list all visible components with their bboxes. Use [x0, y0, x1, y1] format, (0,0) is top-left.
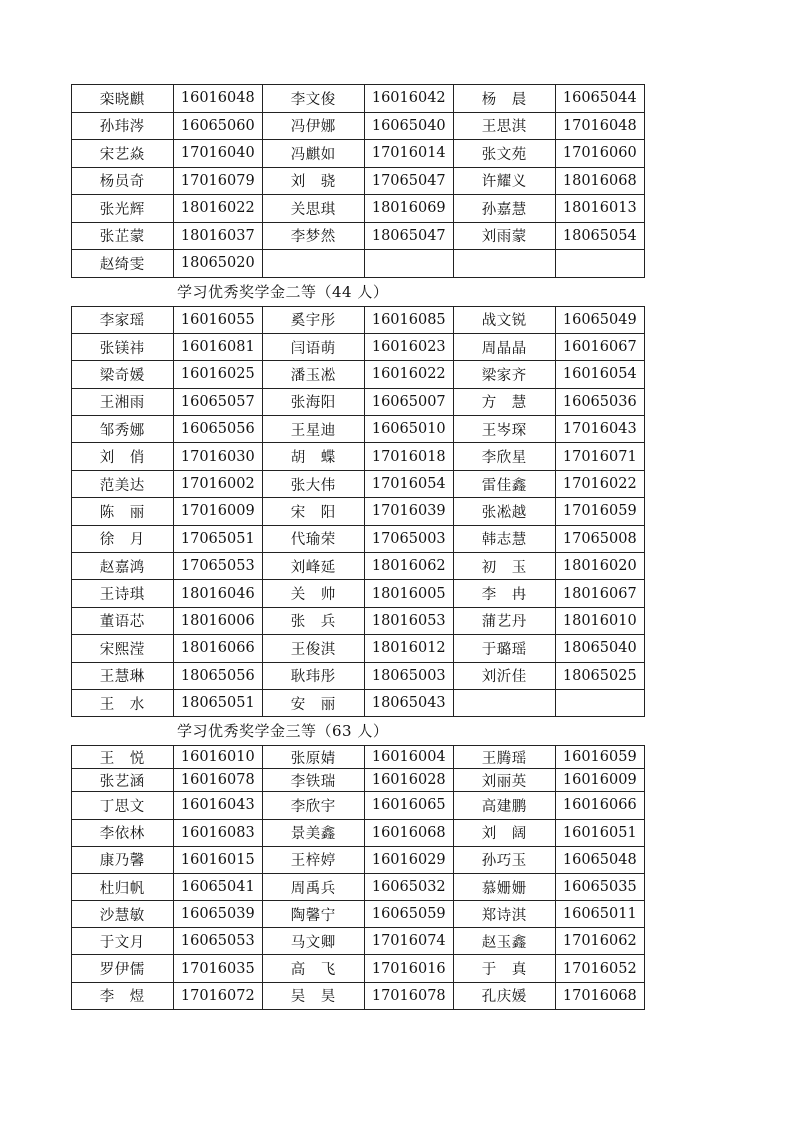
section-heading-second-prize: 学习优秀奖学金二等（44 人）: [177, 282, 389, 301]
student-id-cell: 16016043: [173, 792, 262, 819]
student-id-cell: 16016048: [173, 85, 262, 113]
table-row: [72, 635, 645, 662]
student-name-cell: 刘沂佳: [453, 662, 555, 689]
student-id-cell: 17016059: [555, 498, 644, 525]
student-id-cell: 18016066: [173, 635, 262, 662]
student-id-cell: 18016068: [555, 167, 644, 195]
student-name-cell: 宋 阳: [262, 498, 364, 525]
student-id-cell: 16065057: [173, 388, 262, 415]
table-row: [72, 819, 645, 846]
student-id-cell: 16065032: [364, 873, 453, 900]
table-row: [72, 689, 645, 716]
table-row: [72, 746, 645, 769]
student-id-cell: 16016004: [364, 746, 453, 769]
student-id-cell: 16065048: [555, 846, 644, 873]
student-id-cell: 16065049: [555, 306, 644, 333]
student-name-cell: [453, 250, 555, 278]
student-name-cell: 邹秀娜: [72, 416, 174, 443]
student-id-cell: 18065020: [173, 250, 262, 278]
student-id-cell: 17016074: [364, 928, 453, 955]
student-id-cell: 17016002: [173, 470, 262, 497]
table-row: [72, 553, 645, 580]
table-row: [72, 140, 645, 168]
student-name-cell: 李依林: [72, 819, 174, 846]
student-name-cell: 梁奇媛: [72, 361, 174, 388]
student-id-cell: 16016068: [364, 819, 453, 846]
student-name-cell: 高建鹏: [453, 792, 555, 819]
student-name-cell: 丁思文: [72, 792, 174, 819]
student-name-cell: 李 冉: [453, 580, 555, 607]
student-name-cell: 王 悦: [72, 746, 174, 769]
student-name-cell: 刘 骁: [262, 167, 364, 195]
student-id-cell: 17065051: [173, 525, 262, 552]
student-name-cell: 李梦然: [262, 222, 364, 250]
student-name-cell: 刘峰延: [262, 553, 364, 580]
table-row: [72, 955, 645, 982]
student-id-cell: 18065054: [555, 222, 644, 250]
student-id-cell: 16065011: [555, 901, 644, 928]
student-name-cell: 杨 晨: [453, 85, 555, 113]
table-row: [72, 333, 645, 360]
student-id-cell: 16065040: [364, 112, 453, 140]
table-row: [72, 361, 645, 388]
student-name-cell: 李文俊: [262, 85, 364, 113]
student-id-cell: 17016009: [173, 498, 262, 525]
student-name-cell: 李欣宇: [262, 792, 364, 819]
student-id-cell: 18016037: [173, 222, 262, 250]
table-row: [72, 498, 645, 525]
student-id-cell: 18065003: [364, 662, 453, 689]
student-name-cell: 宋熙滢: [72, 635, 174, 662]
student-name-cell: 景美鑫: [262, 819, 364, 846]
student-name-cell: 刘 俏: [72, 443, 174, 470]
student-name-cell: 方 慧: [453, 388, 555, 415]
student-id-cell: 16065041: [173, 873, 262, 900]
student-id-cell: 16016022: [364, 361, 453, 388]
student-name-cell: 赵嘉鸿: [72, 553, 174, 580]
student-name-cell: 于文月: [72, 928, 174, 955]
student-id-cell: 18065056: [173, 662, 262, 689]
student-name-cell: 张光辉: [72, 195, 174, 223]
table-row: [72, 470, 645, 497]
student-id-cell: 18065040: [555, 635, 644, 662]
table-row: [72, 901, 645, 928]
roster-table-continued: [71, 84, 645, 278]
table-row: [72, 443, 645, 470]
student-name-cell: 张艺涵: [72, 769, 174, 792]
student-id-cell: 16016028: [364, 769, 453, 792]
student-name-cell: 王腾瑶: [453, 746, 555, 769]
student-id-cell: 17065003: [364, 525, 453, 552]
student-name-cell: 雷佳鑫: [453, 470, 555, 497]
student-name-cell: 张 兵: [262, 607, 364, 634]
student-id-cell: 17016040: [173, 140, 262, 168]
table-row: [72, 792, 645, 819]
student-name-cell: 王诗琪: [72, 580, 174, 607]
table-row: [72, 85, 645, 113]
student-id-cell: 17016072: [173, 982, 262, 1009]
student-id-cell: 17016043: [555, 416, 644, 443]
student-id-cell: 16016066: [555, 792, 644, 819]
student-id-cell: 17016035: [173, 955, 262, 982]
student-name-cell: 王慧琳: [72, 662, 174, 689]
student-id-cell: 17065047: [364, 167, 453, 195]
student-id-cell: 16065010: [364, 416, 453, 443]
student-name-cell: 安 丽: [262, 689, 364, 716]
student-name-cell: 王梓婷: [262, 846, 364, 873]
student-id-cell: 16065039: [173, 901, 262, 928]
student-name-cell: 张海阳: [262, 388, 364, 415]
student-id-cell: 18016022: [173, 195, 262, 223]
student-name-cell: 董语芯: [72, 607, 174, 634]
student-id-cell: 16016051: [555, 819, 644, 846]
student-id-cell: 17016048: [555, 112, 644, 140]
student-id-cell: 18016046: [173, 580, 262, 607]
student-id-cell: 16065059: [364, 901, 453, 928]
student-id-cell: 16065036: [555, 388, 644, 415]
student-name-cell: [262, 250, 364, 278]
student-name-cell: 李欣星: [453, 443, 555, 470]
student-id-cell: 16065044: [555, 85, 644, 113]
student-id-cell: 17016014: [364, 140, 453, 168]
student-name-cell: 周禹兵: [262, 873, 364, 900]
student-name-cell: 梁家齐: [453, 361, 555, 388]
student-id-cell: 16065056: [173, 416, 262, 443]
student-name-cell: 韩志慧: [453, 525, 555, 552]
student-id-cell: 17016071: [555, 443, 644, 470]
student-name-cell: 王思淇: [453, 112, 555, 140]
student-name-cell: 周晶晶: [453, 333, 555, 360]
student-name-cell: 代瑜荣: [262, 525, 364, 552]
student-name-cell: 张文苑: [453, 140, 555, 168]
student-id-cell: 17016078: [364, 982, 453, 1009]
student-name-cell: 赵绮雯: [72, 250, 174, 278]
student-id-cell: 18065025: [555, 662, 644, 689]
student-name-cell: 慕姗姗: [453, 873, 555, 900]
student-id-cell: 17016022: [555, 470, 644, 497]
table-row: [72, 607, 645, 634]
table-row: [72, 167, 645, 195]
student-name-cell: 张镁祎: [72, 333, 174, 360]
table-row: [72, 250, 645, 278]
student-name-cell: 陈 丽: [72, 498, 174, 525]
table-row: [72, 112, 645, 140]
student-name-cell: 冯伊娜: [262, 112, 364, 140]
student-name-cell: 张凇越: [453, 498, 555, 525]
table-row: [72, 222, 645, 250]
section-heading-third-prize: 学习优秀奖学金三等（63 人）: [177, 722, 389, 741]
student-name-cell: 张原婧: [262, 746, 364, 769]
student-id-cell: 18016005: [364, 580, 453, 607]
table-row: [72, 580, 645, 607]
student-name-cell: 徐 月: [72, 525, 174, 552]
table-row: [72, 416, 645, 443]
student-id-cell: 18016012: [364, 635, 453, 662]
student-name-cell: 王湘雨: [72, 388, 174, 415]
student-name-cell: 王俊淇: [262, 635, 364, 662]
student-id-cell: 17016016: [364, 955, 453, 982]
student-name-cell: 栾晓麒: [72, 85, 174, 113]
student-name-cell: 孙玮涔: [72, 112, 174, 140]
student-id-cell: 17016052: [555, 955, 644, 982]
student-name-cell: 冯麒如: [262, 140, 364, 168]
student-name-cell: 郑诗淇: [453, 901, 555, 928]
student-id-cell: 17016030: [173, 443, 262, 470]
table-row: [72, 306, 645, 333]
roster-table-third-prize: [71, 745, 645, 1010]
student-name-cell: 康乃馨: [72, 846, 174, 873]
table-row: [72, 982, 645, 1009]
student-name-cell: 许耀义: [453, 167, 555, 195]
student-id-cell: [555, 689, 644, 716]
table-row: [72, 195, 645, 223]
student-id-cell: 17016039: [364, 498, 453, 525]
student-id-cell: 16016055: [173, 306, 262, 333]
student-id-cell: 16016067: [555, 333, 644, 360]
table-row: [72, 769, 645, 792]
student-name-cell: 宋艺焱: [72, 140, 174, 168]
student-name-cell: 杨员奇: [72, 167, 174, 195]
student-id-cell: 16016023: [364, 333, 453, 360]
student-name-cell: 耿玮彤: [262, 662, 364, 689]
student-name-cell: [453, 689, 555, 716]
student-name-cell: 奚宇彤: [262, 306, 364, 333]
student-name-cell: 关思琪: [262, 195, 364, 223]
student-name-cell: 高 飞: [262, 955, 364, 982]
student-name-cell: 范美达: [72, 470, 174, 497]
student-id-cell: 16016054: [555, 361, 644, 388]
student-name-cell: 闫语萌: [262, 333, 364, 360]
student-id-cell: 17016079: [173, 167, 262, 195]
student-id-cell: 16065053: [173, 928, 262, 955]
student-id-cell: 17065008: [555, 525, 644, 552]
table-row: [72, 525, 645, 552]
student-id-cell: 18016067: [555, 580, 644, 607]
student-id-cell: 18065043: [364, 689, 453, 716]
student-name-cell: 吴 昊: [262, 982, 364, 1009]
student-name-cell: 关 帅: [262, 580, 364, 607]
student-id-cell: 16065035: [555, 873, 644, 900]
student-name-cell: 李铁瑞: [262, 769, 364, 792]
student-id-cell: 17016068: [555, 982, 644, 1009]
student-id-cell: 16016083: [173, 819, 262, 846]
roster-table-second-prize: [71, 306, 645, 718]
student-id-cell: 17016060: [555, 140, 644, 168]
student-id-cell: [555, 250, 644, 278]
student-name-cell: 李家瑶: [72, 306, 174, 333]
table-row: [72, 662, 645, 689]
student-name-cell: 沙慧敏: [72, 901, 174, 928]
student-name-cell: 于璐瑶: [453, 635, 555, 662]
student-id-cell: 18065047: [364, 222, 453, 250]
student-name-cell: 孙嘉慧: [453, 195, 555, 223]
student-name-cell: 刘雨蒙: [453, 222, 555, 250]
student-name-cell: 于 真: [453, 955, 555, 982]
student-id-cell: 16065060: [173, 112, 262, 140]
student-id-cell: 16065007: [364, 388, 453, 415]
student-name-cell: 潘玉凇: [262, 361, 364, 388]
student-id-cell: 16016085: [364, 306, 453, 333]
student-name-cell: 王星迪: [262, 416, 364, 443]
student-id-cell: 17016062: [555, 928, 644, 955]
student-name-cell: 孔庆媛: [453, 982, 555, 1009]
student-id-cell: 16016059: [555, 746, 644, 769]
student-id-cell: 16016081: [173, 333, 262, 360]
student-name-cell: 张芷蒙: [72, 222, 174, 250]
student-name-cell: 胡 蝶: [262, 443, 364, 470]
student-name-cell: 陶馨宁: [262, 901, 364, 928]
student-name-cell: 刘丽英: [453, 769, 555, 792]
student-id-cell: 18016053: [364, 607, 453, 634]
student-name-cell: 王 水: [72, 689, 174, 716]
student-id-cell: 16016029: [364, 846, 453, 873]
table-row: [72, 873, 645, 900]
student-name-cell: 李 煜: [72, 982, 174, 1009]
student-id-cell: 16016015: [173, 846, 262, 873]
student-id-cell: 16016010: [173, 746, 262, 769]
student-name-cell: 马文卿: [262, 928, 364, 955]
student-id-cell: 16016025: [173, 361, 262, 388]
student-id-cell: 18016006: [173, 607, 262, 634]
student-id-cell: 16016042: [364, 85, 453, 113]
student-id-cell: 18016069: [364, 195, 453, 223]
student-name-cell: 蒲艺丹: [453, 607, 555, 634]
scholarship-page: [71, 84, 645, 1010]
student-id-cell: [364, 250, 453, 278]
student-name-cell: 赵玉鑫: [453, 928, 555, 955]
student-id-cell: 16016009: [555, 769, 644, 792]
table-row: [72, 388, 645, 415]
table-row: [72, 928, 645, 955]
student-id-cell: 17016018: [364, 443, 453, 470]
student-id-cell: 16016065: [364, 792, 453, 819]
student-name-cell: 战文锐: [453, 306, 555, 333]
student-id-cell: 18016062: [364, 553, 453, 580]
student-name-cell: 刘 阔: [453, 819, 555, 846]
student-id-cell: 18016020: [555, 553, 644, 580]
student-id-cell: 17016054: [364, 470, 453, 497]
student-name-cell: 孙巧玉: [453, 846, 555, 873]
student-name-cell: 王岑琛: [453, 416, 555, 443]
student-name-cell: 罗伊儒: [72, 955, 174, 982]
student-id-cell: 18016013: [555, 195, 644, 223]
student-name-cell: 初 玉: [453, 553, 555, 580]
student-id-cell: 17065053: [173, 553, 262, 580]
student-id-cell: 16016078: [173, 769, 262, 792]
table-row: [72, 846, 645, 873]
student-name-cell: 张大伟: [262, 470, 364, 497]
student-name-cell: 杜归帆: [72, 873, 174, 900]
student-id-cell: 18065051: [173, 689, 262, 716]
student-id-cell: 18016010: [555, 607, 644, 634]
